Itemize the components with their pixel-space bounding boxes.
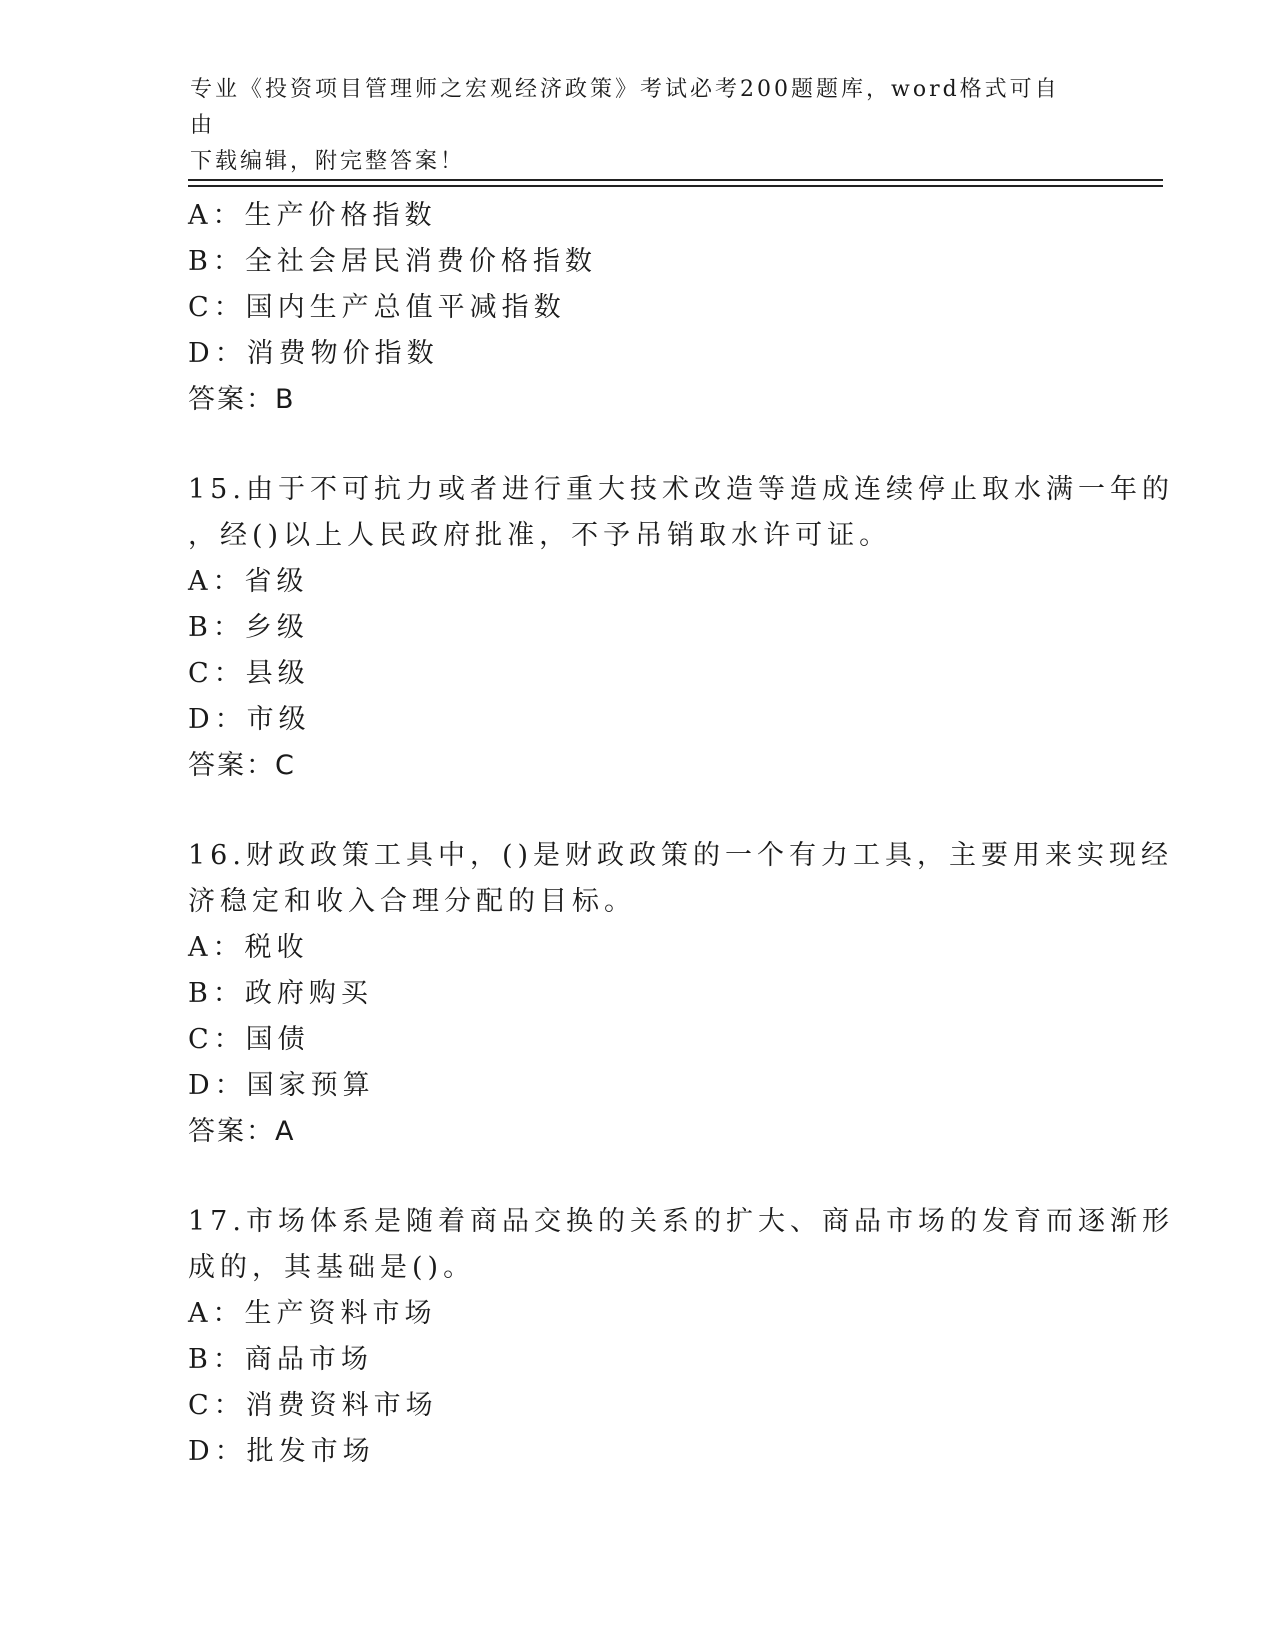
header-line-2: 下载编辑，附完整答案！ xyxy=(190,149,466,174)
prev-question-block xyxy=(188,193,1088,423)
header-divider-top xyxy=(188,179,1163,181)
question-17 xyxy=(188,1199,1174,1475)
question-15 xyxy=(188,467,1174,789)
option-b: B：商品市场 xyxy=(188,1344,373,1375)
option-d: D：批发市场 xyxy=(188,1436,375,1467)
option-b: B：政府购买 xyxy=(188,978,373,1009)
question-stem-line: 成的，其基础是()。 xyxy=(188,1252,476,1283)
question-16 xyxy=(188,833,1174,1155)
option-c: C：国内生产总值平减指数 xyxy=(188,292,566,323)
option-a: A：生产资料市场 xyxy=(188,1298,437,1329)
option-b: B：乡级 xyxy=(188,612,309,643)
answer-line: 答案：C xyxy=(188,750,296,781)
header-line-1: 专业《投资项目管理师之宏观经济政策》考试必考200题题库，word格式可自由 xyxy=(190,77,1060,138)
option-a: A：税收 xyxy=(188,932,309,963)
document-header xyxy=(190,72,1070,180)
answer-line: 答案：B xyxy=(188,384,296,415)
option-d: D：市级 xyxy=(188,704,311,735)
option-d: D：消费物价指数 xyxy=(188,338,439,369)
option-c: C：国债 xyxy=(188,1024,310,1055)
option-c: C：消费资料市场 xyxy=(188,1390,438,1421)
answer-line: 答案：A xyxy=(188,1116,296,1147)
option-d: D：国家预算 xyxy=(188,1070,375,1101)
question-stem-line: ，经()以上人民政府批准，不予吊销取水许可证。 xyxy=(188,520,892,551)
question-stem-line: 16.财政政策工具中，()是财政政策的一个有力工具，主要用来实现经 xyxy=(188,840,1174,871)
option-b: B：全社会居民消费价格指数 xyxy=(188,246,597,277)
header-divider-bottom xyxy=(188,185,1163,187)
option-c: C：县级 xyxy=(188,658,310,689)
question-list xyxy=(188,193,1174,1475)
question-stem-line: 17.市场体系是随着商品交换的关系的扩大、商品市场的发育而逐渐形 xyxy=(188,1206,1174,1237)
question-stem-line: 15.由于不可抗力或者进行重大技术改造等造成连续停止取水满一年的 xyxy=(188,474,1174,505)
option-a: A：省级 xyxy=(188,566,309,597)
option-a: A：生产价格指数 xyxy=(188,200,437,231)
question-stem-line: 济稳定和收入合理分配的目标。 xyxy=(188,886,636,917)
